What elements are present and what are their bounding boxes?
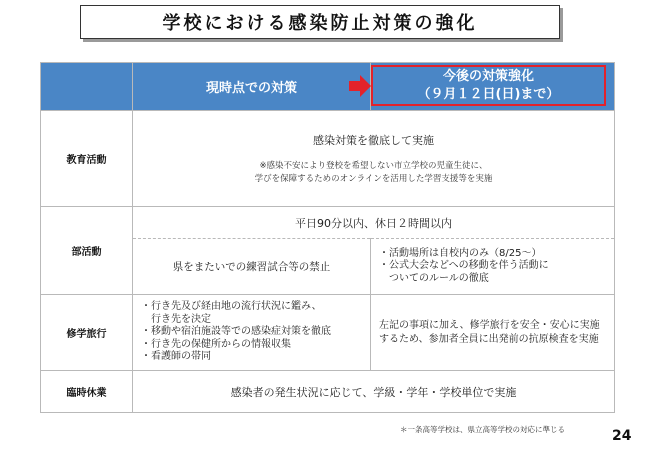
right-arrow-icon (349, 75, 371, 97)
education-note-line1: ※感染不安により登校を希望しない市立学校の児童生徒に、 (259, 160, 488, 171)
measures-table (40, 62, 615, 413)
list-item: ついてのルールの徹底 (379, 272, 489, 284)
row-label-closure: 臨時休業 (41, 371, 133, 413)
trip-current-measures (133, 295, 371, 371)
list-item: ・行き先の保健所からの情報収集 (141, 338, 291, 350)
education-note-line2: 学びを保障するためのオンラインを活用した学習支援等を実施 (254, 173, 493, 184)
table-header-row (41, 63, 615, 111)
closure-content: 感染者の発生状況に応じて、学級・学年・学校単位で実施 (133, 371, 615, 413)
trip-future-measure: 左記の事項に加え、修学旅行を安全・安心に実施するため、参加者全員に出発前の抗原検査を実施 (371, 295, 615, 371)
footnote: ＊一条高等学校は、県立高等学校の対応に準じる (400, 425, 565, 434)
header-current-measures: 現時点での対策 (133, 63, 371, 111)
header-future-measures (371, 63, 615, 111)
table-row-club-shared (41, 207, 615, 239)
future-highlight-box (371, 65, 606, 106)
list-item: ・活動場所は自校内のみ（8/25～） (379, 247, 542, 259)
page-title: 学校における感染防止対策の強化 (80, 5, 560, 39)
list-item: ・公式大会などへの移動を伴う活動に (379, 260, 549, 272)
future-title: 今後の対策強化 (442, 68, 534, 84)
row-label-education: 教育活動 (41, 111, 133, 207)
page-number: 24 (612, 428, 632, 444)
table-row-education (41, 111, 615, 207)
education-main-text: 感染対策を徹底して実施 (313, 133, 434, 147)
club-shared-rule: 平日90分以内、休日２時間以内 (133, 207, 615, 239)
list-item: ・移動や宿泊施設等での感染症対策を徹底 (141, 326, 331, 338)
table-row-trip (41, 295, 615, 371)
measures-table-wrap (40, 62, 614, 413)
table-row-closure (41, 371, 615, 413)
header-blank-cell (41, 63, 133, 111)
education-content (133, 111, 615, 207)
list-item: ・看護師の帯同 (141, 351, 211, 363)
club-current-measure: 県をまたいでの練習試合等の禁止 (133, 239, 371, 295)
list-item: ・行き先及び経由地の流行状況に鑑み、 (141, 301, 322, 313)
row-label-trip: 修学旅行 (41, 295, 133, 371)
future-deadline: （９月１２日(日)まで） (417, 86, 560, 102)
row-label-club: 部活動 (41, 207, 133, 295)
club-future-measures (371, 239, 615, 295)
list-item: 行き先を決定 (141, 313, 211, 325)
